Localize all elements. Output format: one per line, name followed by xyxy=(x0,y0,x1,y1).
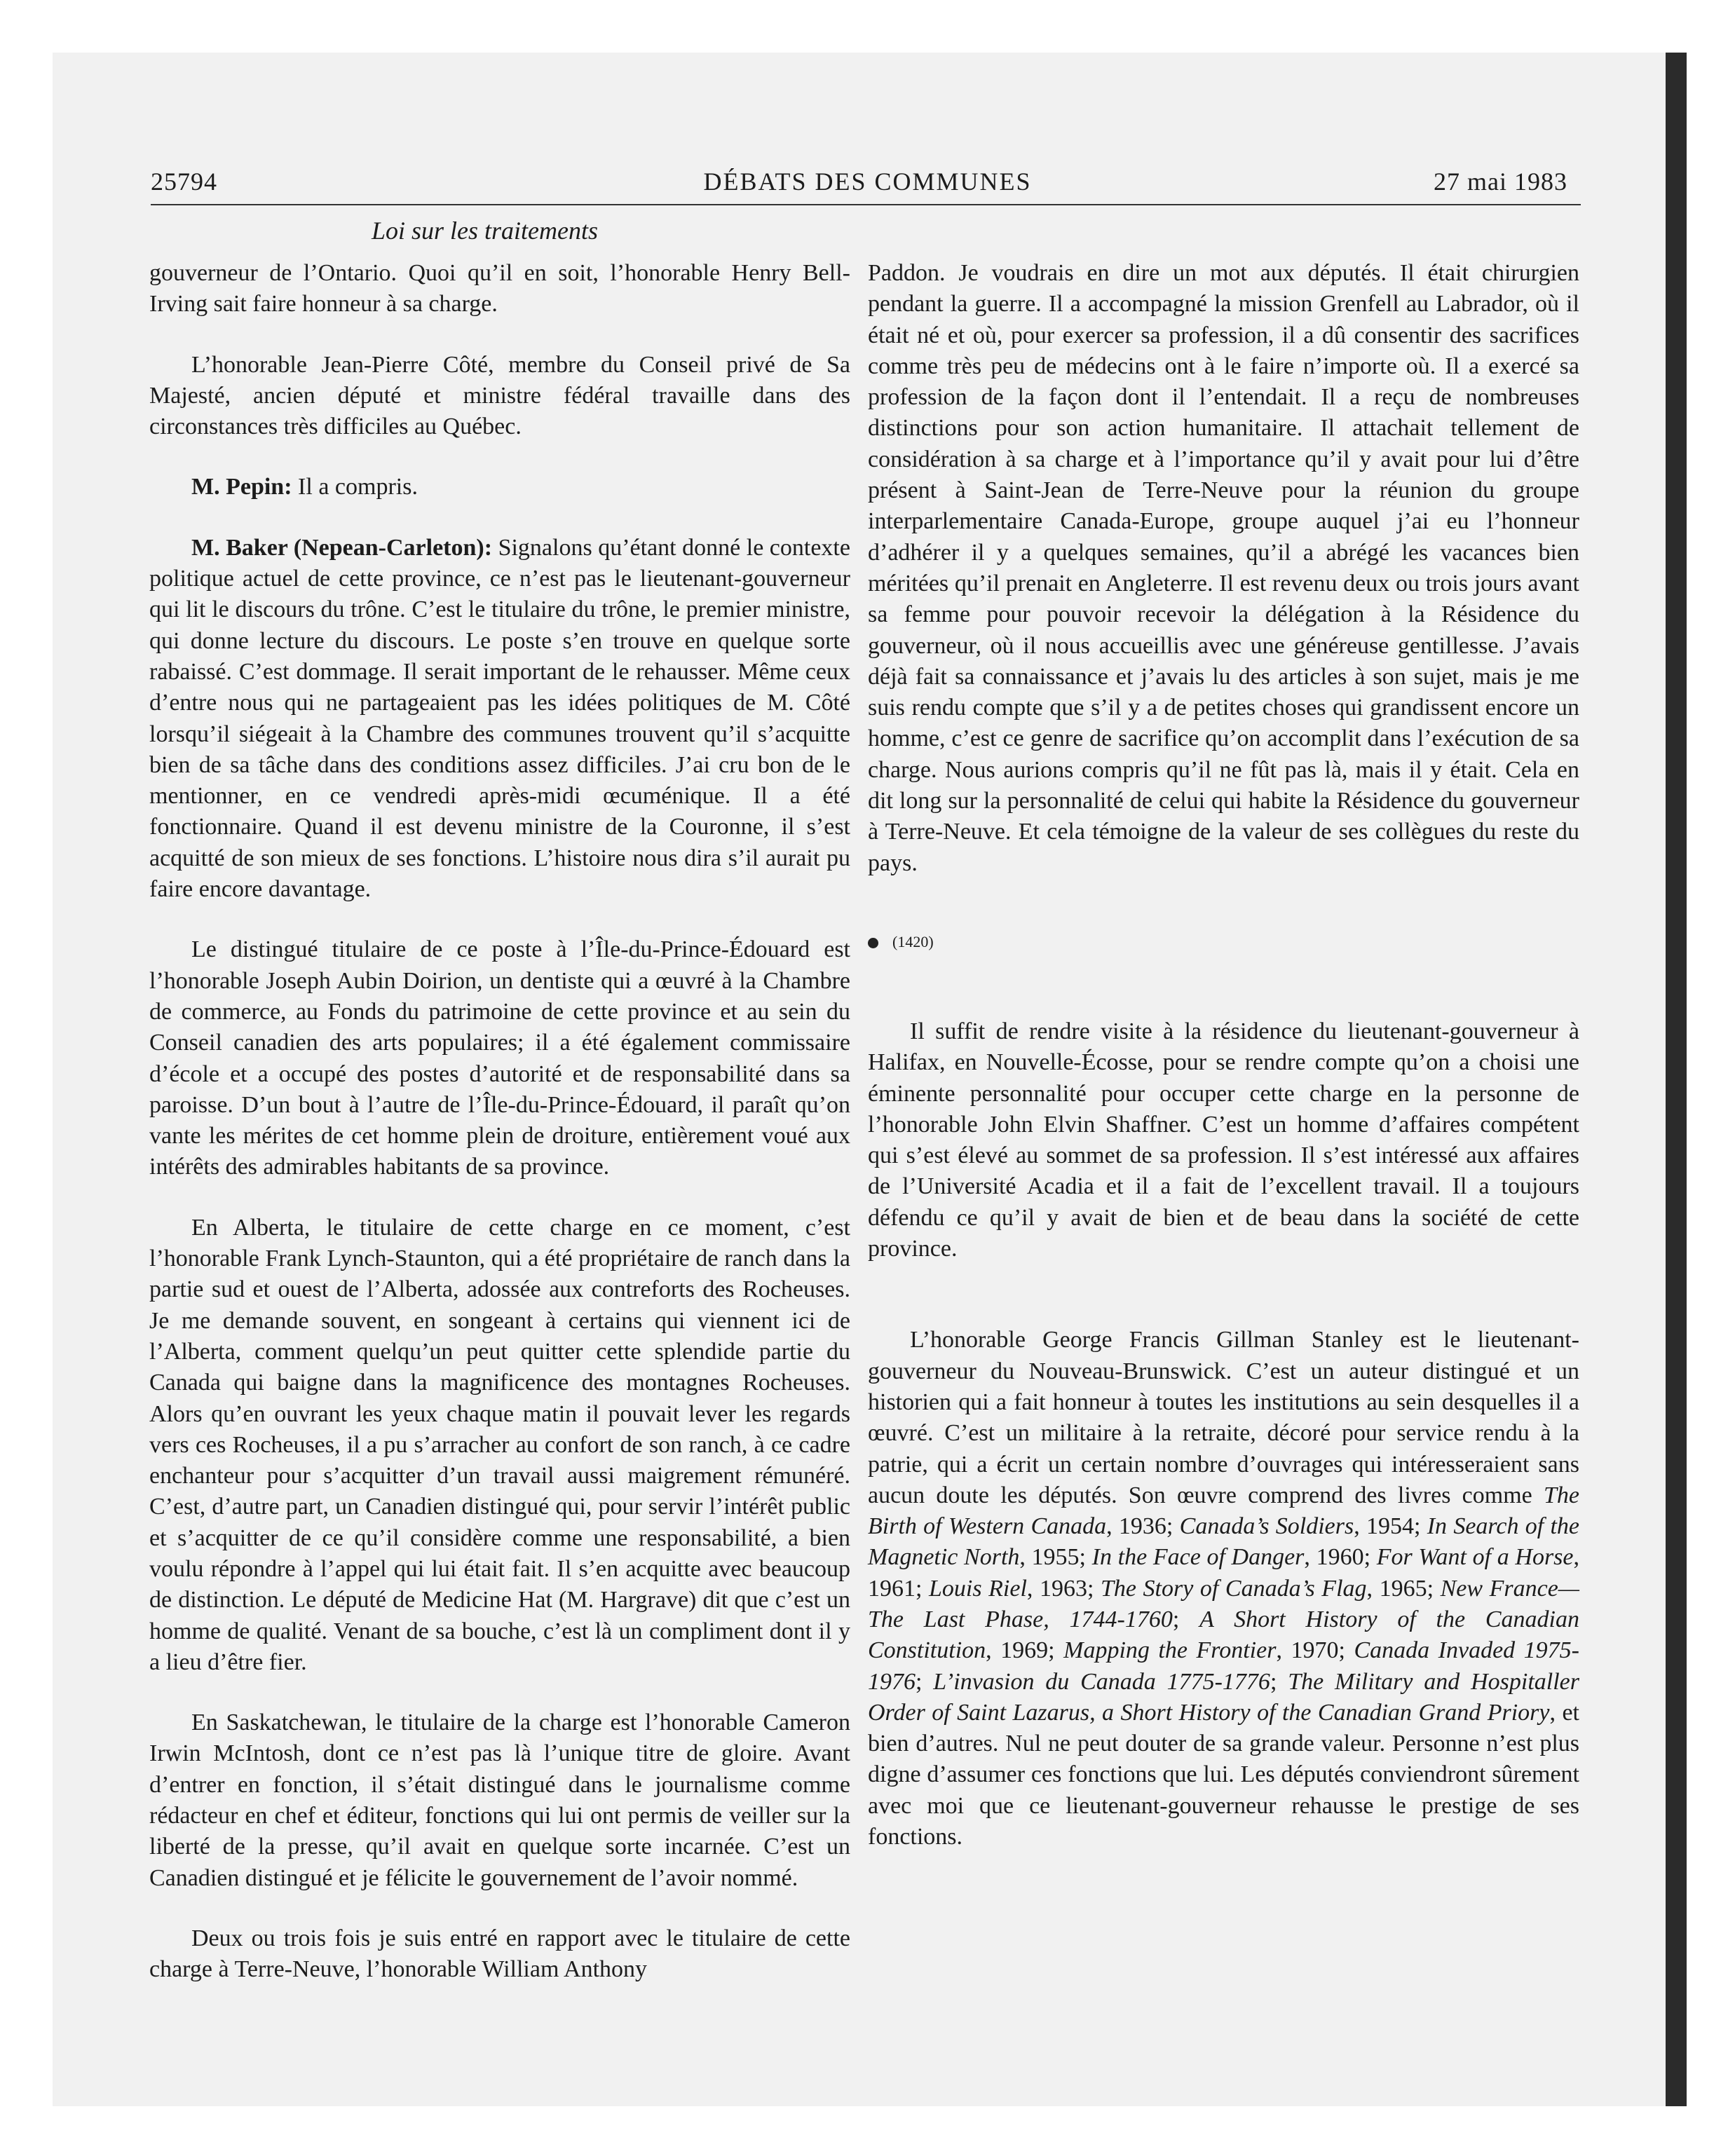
text: ; xyxy=(916,1668,934,1695)
header-rule xyxy=(151,204,1581,205)
bullet-icon xyxy=(868,938,878,948)
paragraph: Deux ou trois fois je suis entré en rapport avec le titulaire de cette charge à Terre-Neuve, l’honorable William Anthony xyxy=(149,1925,850,1983)
book-title: The Military and Hospitaller Order of Saint Lazarus, a Short History of the Canadian Grand Priory xyxy=(868,1668,1580,1726)
book-title: In Search of the Magnetic North xyxy=(868,1513,1579,1571)
book-title: Canada’s Soldiers xyxy=(1179,1513,1354,1540)
page-number: 25794 xyxy=(151,168,217,196)
book-title: The Birth of Western Canada xyxy=(868,1482,1579,1540)
book-title: Canada Invaded 1975-1976 xyxy=(868,1637,1579,1695)
text: , 1954; xyxy=(1354,1513,1427,1540)
speaker-name: M. Pepin: xyxy=(191,474,292,500)
publication-date: 27 mai 1983 xyxy=(1434,168,1567,196)
book-title: New France—The Last Phase, 1744-1760 xyxy=(868,1575,1580,1632)
text: , 1965; xyxy=(1366,1575,1441,1602)
speaker-paragraph xyxy=(149,533,850,906)
paragraph-with-book-titles xyxy=(868,1325,1579,1853)
text: , 1936; xyxy=(1106,1513,1180,1540)
paragraph: En Alberta, le titulaire de cette charge en ce moment, c’est l’honorable Frank Lynch-Staunton, qui a été propriétaire de ranch dans la partie sud et ouest de l’Alberta, adossée aux contreforts des Rocheuses. Je me demande souvent, en songeant à certains qui viennent ici de l’Alberta, comment quelqu’un peut quitter cette splendide partie du Canada qui baigne dans la magnificence des montagnes Rocheuses. Alors qu’en ouvrant les yeux chaque matin il pouvait lever les regards vers ces Rocheuses, il a pu s’arracher au confort de son ranch, à ce cadre enchanteur pour s’acquitter d’un travail aussi maigrement rémunéré. C’est, d’autre part, un Canadien distingué qui, pour servir l’intérêt public et s’acquitter de ce qu’il considère comme une responsabilité, a bien voulu répondre à l’appel qui lui était fait. Il s’en acquitte avec beaucoup de distinction. Le député de Medicine Hat (M. Hargrave) dit que c’est un homme de qualité. Venant de sa bouche, c’est là un compliment dont il y a lieu d’être fier. xyxy=(149,1214,850,1675)
text: , 1955; xyxy=(1019,1544,1092,1571)
paragraph: En Saskatchewan, le titulaire de la charge est l’honorable Cameron Irwin McIntosh, dont ce n’est pas là l’unique titre de gloire. Avant d’entrer en fonction, il s’était distingué dans le journalisme comme rédacteur en chef et éditeur, fonctions qui lui ont permis de veiller sur la liberté de la presse, qu’il avait en quelque sorte incarnée. C’est un Canadien distingué et je félicite le gouvernement de l’avoir nommé. xyxy=(149,1710,850,1891)
speaker-name: M. Baker (Nepean-Carleton): xyxy=(191,534,493,561)
speech-text: Signalons qu’étant donné le contexte politique actuel de cette province, ce n’est pas le lieutenant-gouverneur qui lit le discours du trône. C’est le titulaire du trône, le premier ministre, qui donne lecture du discours. Le poste s’en trouve en quelque sorte rabaissé. C’est dommage. Il serait important de le rehausser. Même ceux d’entre nous qui ne partageaient pas les idées politiques de M. Côté lorsqu’il siégeait à la Chambre des communes trouvent qu’il s’acquitte bien de sa tâche dans des conditions assez difficiles. J’ai cru bon de le mentionner, en ce vendredi après-midi œcuménique. Il a été fonctionnaire. Quand il est devenu ministre de la Couronne, il s’est acquitté de son mieux de ses fonctions. L’histoire nous dira s’il aurait pu faire encore davantage. xyxy=(149,534,850,903)
speech-text: Il a compris. xyxy=(292,474,418,500)
paragraph: L’honorable Jean-Pierre Côté, membre du Conseil privé de Sa Majesté, ancien député et ministre fédéral travaille dans des circonstances très difficiles au Québec. xyxy=(149,351,850,440)
running-subtitle: Loi sur les traitements xyxy=(372,217,599,245)
text: , 1963; xyxy=(1026,1575,1101,1602)
paragraph: Paddon. Je voudrais en dire un mot aux députés. Il était chirurgien pendant la guerre. Il a accompagné la mission Grenfell au Labrador, où il était né et où, pour exercer sa profession, il a dû consentir des sacrifices comme très peu de médecins ont à le faire n’importe où. Il a exercé sa profession de la façon dont il l’entendait. Il a reçu de nombreuses distinctions pour son action humanitaire. Il attachait tellement de considération à sa charge et à l’importance qu’il y avait pour lui d’être présent à Saint-Jean de Terre-Neuve pour la réunion du groupe interparlementaire Canada-Europe, groupe auquel j’ai eu l’honneur d’adhérer il y a quelques semaines, qu’il a abrégé les vacances bien méritées qu’il prenait en Angleterre. Il est revenu deux ou trois jours avant sa femme pour pouvoir recevoir la délégation à la Résidence du gouverneur, où il nous accueillis avec une généreuse gentillesse. J’avais déjà fait sa connaissance et j’avais lu des articles à son sujet, mais je me suis rendu compte que s’il y a de petites choses qui grandissent encore un homme, c’est ce genre de sacrifice qu’on accomplit dans l’exécution de sa charge. Nous aurions compris qu’il ne fût pas là, mais il y était. Cela en dit long sur la personnalité de celui qui habite la Résidence du gouverneur à Terre-Neuve. Et cela témoigne de la valeur de ses collègues du reste du pays. xyxy=(868,260,1579,876)
time-marker-text: (1420) xyxy=(892,932,934,950)
left-column xyxy=(149,258,850,1986)
paragraph: Il suffit de rendre visite à la résidence du lieutenant-gouverneur à Halifax, en Nouvelle-Écosse, pour se rendre compte qu’on a choisi une éminente personnalité pour occuper cette charge en la personne de l’honorable John Elvin Shaffner. C’est un homme d’affaires compétent qui s’est élevé au sommet de sa profession. Il s’est intéressé aux affaires de l’Université Acadia et il a fait de l’excellent travail. Il a toujours défendu ce qu’il y avait de bien et de beau dans la société de cette province. xyxy=(868,1018,1579,1262)
time-marker xyxy=(868,928,1579,956)
book-title: Louis Riel xyxy=(929,1575,1027,1602)
book-title: L’invasion du Canada 1775-1776 xyxy=(933,1668,1270,1695)
book-title: In the Face of Danger xyxy=(1091,1544,1305,1571)
book-title: The Story of Canada’s Flag xyxy=(1101,1575,1367,1602)
text: ; xyxy=(1270,1668,1288,1695)
page-edge-shadow xyxy=(1666,53,1687,2106)
paragraph: gouverneur de l’Ontario. Quoi qu’il en soit, l’honorable Henry Bell-Irving sait faire honneur à sa charge. xyxy=(149,260,850,318)
text: ; xyxy=(1172,1606,1200,1632)
book-title: A Short History of the Canadian Constitution xyxy=(868,1606,1580,1664)
text: , 1969; xyxy=(986,1637,1064,1664)
speaker-paragraph xyxy=(149,472,850,503)
text: L’honorable George Francis Gillman Stanley est le lieutenant-gouverneur du Nouveau-Brunswick. C’est un auteur distingué et un historien qui a fait honneur à toutes les institutions au sein desquelles il a œuvré. C’est un militaire à la retraite, décoré pour service rendu à la patrie, qui a écrit un certain nombre d’ouvrages qui intéresseraient sans aucun doute les députés. Son œuvre comprend des livres comme xyxy=(868,1327,1579,1508)
paragraph: Le distingué titulaire de ce poste à l’Île-du-Prince-Édouard est l’honorable Joseph Aubin Doirion, un dentiste qui a œuvré à la Chambre de commerce, au Fonds du patrimoine de cette province et au sein du Conseil canadien des arts populaires; il a été également commissaire d’école et a occupé des postes d’autorité et de responsabilité dans sa paroisse. D’un bout à l’autre de l’Île-du-Prince-Édouard, il paraît qu’on vante les mérites de cet homme plein de droiture, entièrement voué aux intérêts des admirables habitants de sa province. xyxy=(149,936,850,1180)
text: , 1960; xyxy=(1304,1544,1377,1571)
text: , 1961; xyxy=(868,1544,1579,1602)
book-title: For Want of a Horse xyxy=(1376,1544,1574,1571)
text: , et bien d’autres. Nul ne peut douter de sa grande valeur. Personne n’est plus digne d’assumer ces fonctions que lui. Les députés conviendront sûrement avec moi que ce lieutenant-gouverneur rehausse le prestige de ses fonctions. xyxy=(868,1699,1579,1850)
book-title: Mapping the Frontier xyxy=(1063,1637,1277,1664)
publication-title: DÉBATS DES COMMUNES xyxy=(703,168,1032,196)
right-column xyxy=(868,258,1579,1853)
text: , 1970; xyxy=(1276,1637,1354,1664)
